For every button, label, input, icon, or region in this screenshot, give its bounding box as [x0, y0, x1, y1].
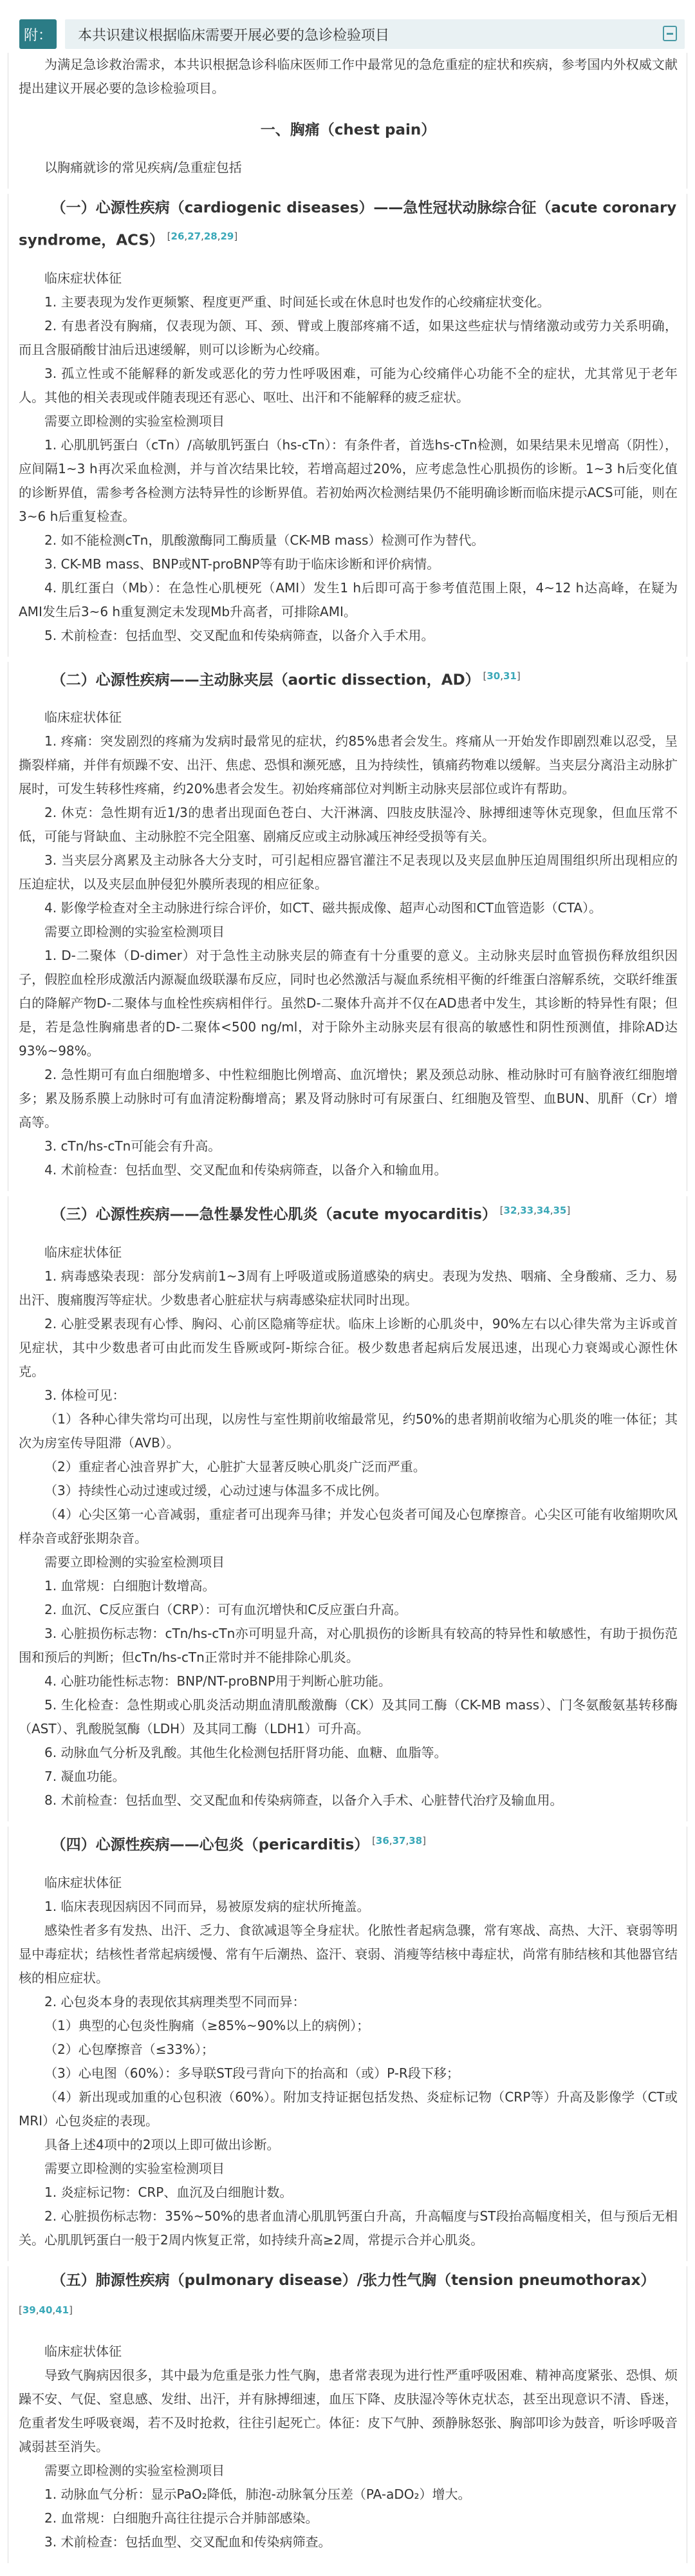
reference-list: [32,33,34,35]: [496, 1205, 571, 1217]
reference-link[interactable]: 35: [553, 1205, 567, 1217]
section-paragraph: 临床症状体征: [44, 1874, 122, 1890]
section-paragraph: （3）持续性心动过速或过缓，心动过速与体温多不成比例。: [44, 1482, 387, 1498]
section-paragraph: 8. 术前检查：包括血型、交叉配血和传染病筛查，以备介入手术、心脏替代治疗及输血用。: [44, 1792, 563, 1808]
section-paragraph: 2. 有患者没有胸痛，仅表现为颌、耳、颈、臂或上腹部疼痛不适，如果这些症状与情绪激动或劳力关系明确，而且含服硝酸甘油后迅速缓解，则可以诊断为心绞痛。: [19, 317, 678, 357]
section-paragraph: 5. 术前检查：包括血型、交叉配血和传染病筛查，以备介入手术用。: [44, 627, 434, 643]
appendix-title-bar: [65, 19, 685, 49]
reference-link[interactable]: 32: [503, 1205, 517, 1217]
reference-list: [39,40,41]: [19, 2304, 73, 2316]
appendix-header: [19, 19, 685, 49]
section-heading: [19, 194, 678, 255]
section-paragraph: 临床症状体征: [44, 710, 122, 726]
section-paragraph: 3. CK-MB mass、BNP或NT-proBNP等有助于临床诊断和评价病情。: [44, 556, 440, 572]
section-paragraph: 2. 心脏受累表现有心悸、胸闷、心前区隐痛等症状。临床上诊断的心肌炎中，90%左右以心律失常为主诉或首见症状，其中少数患者可由此而发生昏厥或阿-斯综合征。极少数患者起病后发展迅速，出现心力衰竭或心源性休克。: [19, 1315, 678, 1379]
section-paragraph: （1）典型的心包炎性胸痛（≥85%~90%以上的病例）；: [44, 2017, 370, 2033]
section-paragraph: 4. 术前检查：包括血型、交叉配血和传染病筛查，以备介入和输血用。: [44, 1162, 447, 1178]
intro-box: [8, 53, 687, 189]
section-paragraph: 3. 心脏损伤标志物：cTn/hs-cTn亦可明显升高，对心肌损伤的诊断具有较高的特异性和敏感性，有助于损伤范围和预后的判断；但cTn/hs-cTn正常时并不能排除心肌炎。: [19, 1625, 678, 1665]
reference-list: [36,37,38]: [369, 1834, 426, 1847]
appendix-tag: 附：: [19, 19, 57, 49]
section-paragraph: 需要立即检测的实验室检测项目: [44, 2160, 225, 2176]
section-paragraph: 1. 动脉血气分析：显示PaO₂降低，肺泡-动脉氧分压差（PA-aDO₂）增大。: [44, 2487, 471, 2503]
section-paragraph: 需要立即检测的实验室检测项目: [44, 413, 225, 429]
section-heading: [19, 2266, 678, 2329]
section-paragraph: 2. 休克：急性期有近1/3的患者出现面色苍白、大汗淋漓、四肢皮肤湿冷、脉搏细速等休克现象，但血压常不低，可能与肾缺血、主动脉腔不完全阻塞、剧痛反应或主动脉减压神经受损等有关。: [19, 805, 678, 845]
reference-link[interactable]: 38: [409, 1834, 423, 1847]
sections: [8, 194, 687, 2563]
section-heading: [19, 662, 678, 695]
section-paragraph: 1. 炎症标记物：CRP、血沉及白细胞计数。: [44, 2184, 293, 2200]
section-paragraph: 具备上述4项中的2项以上即可做出诊断。: [44, 2136, 280, 2152]
section-paragraph: 临床症状体征: [44, 1244, 122, 1260]
section-paragraph: 2. 血沉、C反应蛋白（CRP）：可有血沉增快和C反应蛋白升高。: [44, 1601, 407, 1617]
section-heading-text: （二）心源性疾病——主动脉夹层（aortic dissection，AD）: [51, 672, 480, 689]
section-paragraph: 1. 血常规：白细胞计数增高。: [44, 1577, 216, 1594]
section-paragraph: 临床症状体征: [44, 2344, 122, 2360]
section-paragraph: 6. 动脉血气分析及乳酸。其他生化检测包括肝肾功能、血糖、血脂等。: [44, 1744, 447, 1760]
reference-link[interactable]: 34: [536, 1205, 550, 1217]
section-paragraph: 需要立即检测的实验室检测项目: [44, 924, 225, 940]
appendix-title: 本共识建议根据临床需要开展必要的急诊检验项目: [78, 27, 390, 44]
disease-section: [8, 194, 687, 657]
reference-link[interactable]: 31: [503, 670, 517, 682]
section-paragraph: 需要立即检测的实验室检测项目: [44, 2463, 225, 2479]
disease-section: [8, 1196, 687, 1821]
minus-square-icon[interactable]: [663, 26, 677, 41]
section-paragraph: 1. 临床表现因病因不同而异，易被原发病的症状所掩盖。: [44, 1898, 370, 1914]
reference-link[interactable]: 39: [22, 2304, 36, 2316]
section-paragraph: （2）心包摩擦音（≤33%）；: [44, 2041, 214, 2057]
section-paragraph: 2. 如不能检测cTn，肌酸激酶同工酶质量（CK-MB mass）检测可作为替代。: [44, 532, 485, 548]
section-heading-text: （一）心源性疾病（cardiogenic diseases）——急性冠状动脉综合征（acute coronary syndrome，ACS）: [19, 200, 677, 249]
section-title: 一、胸痛（chest pain）: [260, 122, 436, 138]
section-paragraph: 1. D-二聚体（D-dimer）对于急性主动脉夹层的筛查有十分重要的意义。主动脉夹层时血管损伤释放组织因子，假腔血栓形成激活内源凝血级联瀑布反应，同时也必然激活与凝血系统相平衡的纤维蛋白溶解系统，交联纤维蛋白的降解产物D-二聚体与血栓性疾病相伴行。虽然D-二聚体升高并不仅在AD患者中发生，其诊断的特异性有限；但是，若是急性胸痛患者的D-二聚体<500 ng/ml，对于除外主动脉夹层有很高的敏感性和阴性预测值，排除AD达93%~98%。: [19, 948, 678, 1059]
reference-link[interactable]: 26: [171, 230, 185, 242]
reference-link[interactable]: 29: [220, 230, 234, 242]
section-paragraph: 7. 凝血功能。: [44, 1768, 125, 1784]
reference-link[interactable]: 41: [55, 2304, 70, 2316]
reference-link[interactable]: 40: [39, 2304, 53, 2316]
section-paragraph: 1. 病毒感染表现：部分发病前1~3周有上呼吸道或肠道感染的病史。表现为发热、咽痛、全身酸痛、乏力、易出汗、腹痛腹泻等症状。少数患者心脏症状与病毒感染症状同时出现。: [19, 1268, 678, 1308]
reference-list: [30,31]: [479, 670, 521, 682]
section-heading-text: （三）心源性疾病——急性暴发性心肌炎（acute myocarditis）: [51, 1206, 497, 1223]
section-paragraph: （4）新出现或加重的心包积液（60%）。附加支持证据包括发热、炎症标记物（CRP等）升高及影像学（CT或MRI）心包炎症的表现。: [19, 2089, 678, 2129]
reference-link[interactable]: 36: [375, 1834, 389, 1847]
section-paragraph: （4）心尖区第一心音减弱，重症者可出现奔马律；并发心包炎者可闻及心包摩擦音。心尖区可能有收缩期吹风样杂音或舒张期杂音。: [19, 1506, 678, 1546]
section-paragraph: 3. 术前检查：包括血型、交叉配血和传染病筛查。: [44, 2534, 331, 2550]
section-paragraph: 导致气胸病因很多，其中最为危重是张力性气胸，患者常表现为进行性严重呼吸困难、精神高度紧张、恐惧、烦躁不安、气促、窒息感、发绀、出汗，并有脉搏细速，血压下降、皮肤湿冷等休克状态，甚至出现意识不清、昏迷，危重者发生呼吸衰竭，若不及时抢救，往往引起死亡。体征：皮下气肿、颈静脉怒张、胸部叩诊为鼓音，听诊呼吸音减弱甚至消失。: [19, 2367, 678, 2455]
section-paragraph: 2. 急性期可有血白细胞增多、中性粒细胞比例增高、血沉增快；累及颈总动脉、椎动脉时可有脑脊液红细胞增多；累及肠系膜上动脉时可有血清淀粉酶增高；累及肾动脉时可有尿蛋白、红细胞及管型、血BUN、肌酐（Cr）增高等。: [19, 1067, 678, 1131]
section-paragraph: 3. 孤立性或不能解释的新发或恶化的劳力性呼吸困难，可能为心绞痛伴心功能不全的症状，尤其常见于老年人。其他的相关表现或伴随表现还有恶心、呕吐、出汗和不能解释的疲乏症状。: [19, 365, 678, 405]
section-paragraph: 3. 体检可见：: [44, 1387, 125, 1403]
section-paragraph: 1. 主要表现为发作更频繁、程度更严重、时间延长或在休息时也发作的心绞痛症状变化。: [44, 294, 550, 310]
section-paragraph: 4. 影像学检查对全主动脉进行综合评价，如CT、磁共振成像、超声心动图和CT血管造影（CTA）。: [44, 900, 602, 916]
section-heading-text: （五）肺源性疾病（pulmonary disease）/张力性气胸（tension pneumothorax）: [51, 2271, 656, 2289]
intro-paragraph: 为满足急诊救治需求，本共识根据急诊科临床医师工作中最常见的急危重症的症状和疾病，参考国内外权威文献提出建议开展必要的急诊检验项目。: [19, 57, 678, 96]
section-paragraph: 4. 肌红蛋白（Mb）：在急性心肌梗死（AMI）发生1 h后即可高于参考值范围上限，4~12 h达高峰，在疑为AMI发生后3~6 h重复测定未发现Mb升高者，可排除AMI。: [19, 579, 678, 619]
section-heading-text: （四）心源性疾病——心包炎（pericarditis）: [51, 1836, 369, 1854]
section-paragraph: 2. 心包炎本身的表现依其病理类型不同而异：: [44, 1993, 306, 2009]
section-paragraph: 4. 心脏功能性标志物：BNP/NT-proBNP用于判断心脏功能。: [44, 1673, 391, 1689]
section-paragraph: （2）重症者心浊音界扩大，心脏扩大显著反映心肌炎广泛而严重。: [44, 1458, 426, 1474]
reference-link[interactable]: 30: [486, 670, 501, 682]
disease-section: [8, 1827, 687, 2261]
section-paragraph: 1. 心肌肌钙蛋白（cTn）/高敏肌钙蛋白（hs-cTn）：有条件者，首选hs-cTn检测，如果结果未见增高（阴性），应间隔1~3 h再次采血检测，并与首次结果比较，若增高超过20%，应考虑急性心肌损伤的诊断。1~3 h后变化值的诊断界值，需参考各检测方法特异性的诊断界值。若初始两次检测结果仍不能明确诊断而临床提示ACS可能，则在3~6 h后重复检查。: [19, 437, 678, 524]
reference-link[interactable]: 37: [392, 1834, 406, 1847]
section-paragraph: 3. cTn/hs-cTn可能会有升高。: [44, 1138, 221, 1154]
disease-section: [8, 662, 687, 1192]
reference-link[interactable]: 27: [187, 230, 201, 242]
section-paragraph: 2. 心脏损伤标志物：35%~50%的患者血清心肌肌钙蛋白升高，升高幅度与ST段抬高幅度相关，但与预后无相关。心肌肌钙蛋白一般于2周内恢复正常，如持续升高≥2周，常提示合并心肌炎。: [19, 2208, 678, 2248]
section-heading: [19, 1827, 678, 1859]
section-paragraph: 需要立即检测的实验室检测项目: [44, 1554, 225, 1570]
section-paragraph: 感染性者多有发热、出汗、乏力、食欲减退等全身症状。化脓性者起病急骤，常有寒战、高热、大汗、衰弱等明显中毒症状；结核性者常起病缓慢、常有午后潮热、盗汗、衰弱、消瘦等结核中毒症状，尚常有肺结核和其他器官结核的相应症状。: [19, 1922, 678, 1986]
reference-list: [26,27,28,29]: [163, 230, 238, 242]
section-paragraph: 2. 血常规：白细胞升高往往提示合并肺部感染。: [44, 2510, 319, 2526]
section-heading: [19, 1196, 678, 1229]
reference-link[interactable]: 33: [520, 1205, 534, 1217]
section-paragraph: （3）心电图（60%）：多导联ST段弓背向下的抬高和（或）P-R段下移；: [44, 2065, 459, 2081]
lead-text: 以胸痛就诊的常见疾病/急重症包括: [44, 160, 242, 175]
section-paragraph: 5. 生化检查：急性期或心肌炎活动期血清肌酸激酶（CK）及其同工酶（CK-MB mass）、门冬氨酸氨基转移酶（AST）、乳酸脱氢酶（LDH）及其同工酶（LDH1）可升高。: [19, 1697, 678, 1736]
section-paragraph: 1. 疼痛：突发剧烈的疼痛为发病时最常见的症状，约85%患者会发生。疼痛从一开始发作即剧烈难以忍受，呈撕裂样痛，并伴有烦躁不安、出汗、焦虑、恐惧和濒死感，且为持续性，镇痛药物难以缓解。当夹层分离沿主动脉扩展时，可发生转移性疼痛，约20%患者会发生。初始疼痛部位对判断主动脉夹层部位或许有帮助。: [19, 733, 678, 797]
section-paragraph: 临床症状体征: [44, 270, 122, 286]
section-paragraph: 3. 当夹层分离累及主动脉各大分支时，可引起相应器官灌注不足表现以及夹层血肿压迫周围组织所出现相应的压迫症状，以及夹层血肿侵犯外膜所表现的相应征象。: [19, 852, 678, 892]
section-paragraph: （1）各种心律失常均可出现，以房性与室性期前收缩最常见，约50%的患者期前收缩为心肌炎的唯一体征；其次为房室传导阻滞（AVB）。: [19, 1411, 678, 1451]
reference-link[interactable]: 28: [203, 230, 218, 242]
disease-section: [8, 2266, 687, 2564]
